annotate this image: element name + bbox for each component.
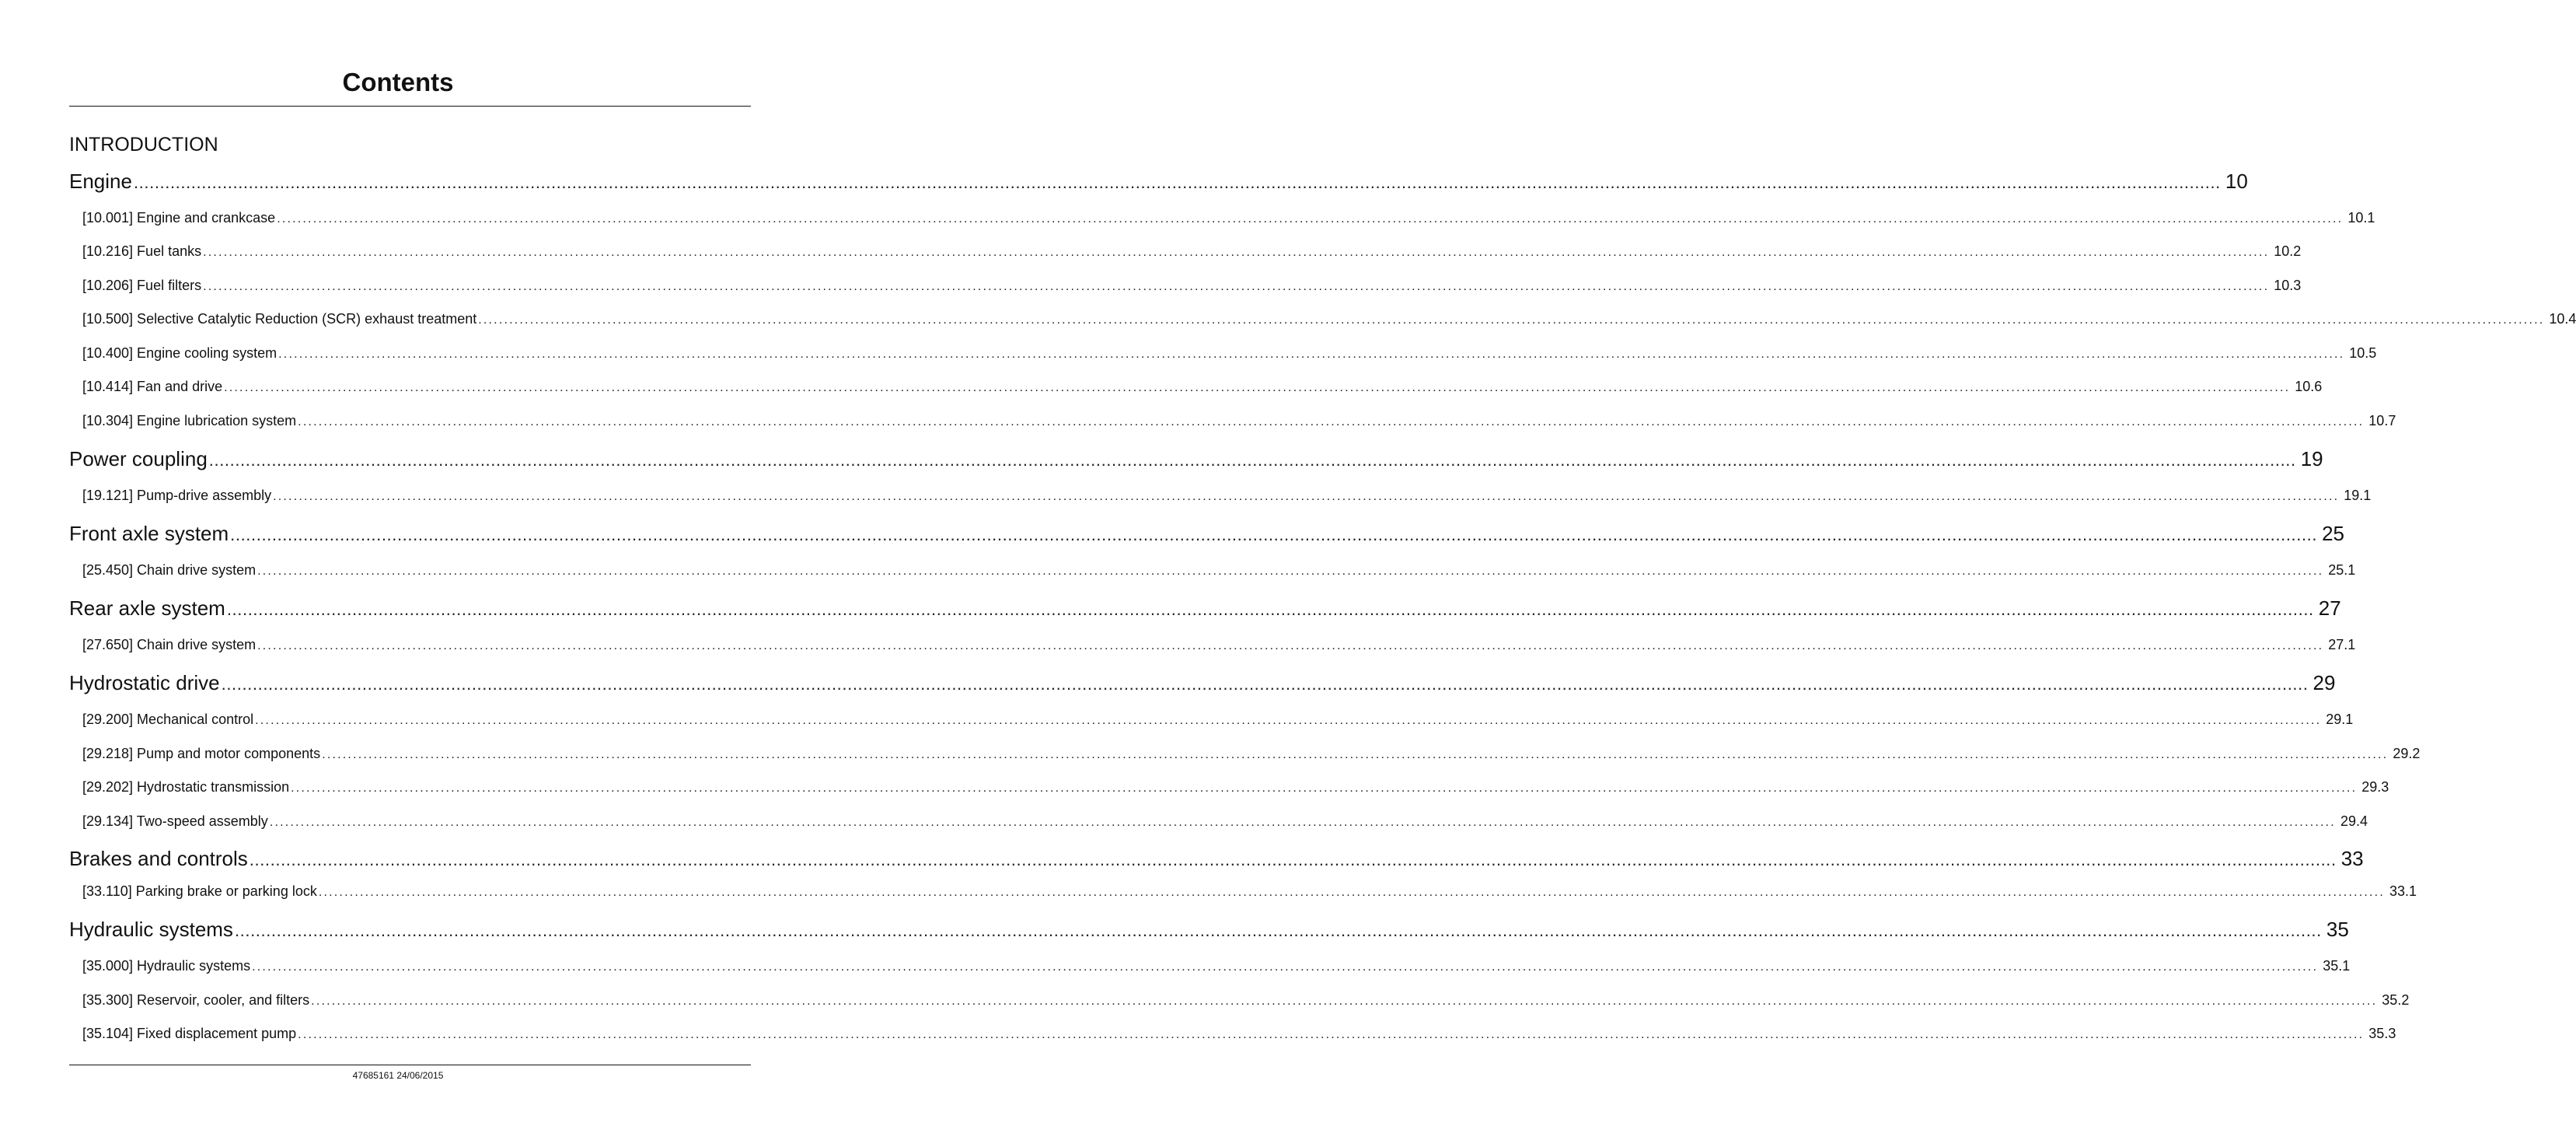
toc-entry-page-number: 35 xyxy=(2326,918,2349,941)
toc-entry-page-number: 10.7 xyxy=(2368,413,2396,428)
toc-entry-page-number: 10.4 xyxy=(2549,311,2576,327)
dot-leader: ................................................................................................................................................................................................................................................................................................................................................................................................................ xyxy=(298,1028,2365,1041)
dot-leader: ................................................................................................................................................................................................................................................................................................................................................................................................................ xyxy=(226,600,2314,619)
dot-leader: ................................................................................................................................................................................................................................................................................................................................................................................................................ xyxy=(311,995,2378,1008)
toc-section-entry[interactable] xyxy=(82,882,2417,900)
dot-leader: ................................................................................................................................................................................................................................................................................................................................................................................................................ xyxy=(234,921,2322,940)
toc-entry-label: [29.218] Pump and motor components xyxy=(82,746,321,761)
toc-entry-page-number: 29.1 xyxy=(2326,712,2354,727)
toc-entry-page-number: 25 xyxy=(2322,522,2345,545)
toc-entry-page-number: 19.1 xyxy=(2344,488,2372,503)
dot-leader: ................................................................................................................................................................................................................................................................................................................................................................................................................ xyxy=(203,246,2270,259)
toc-entry-label: [35.000] Hydraulic systems xyxy=(82,958,251,974)
toc-entry-label: Brakes and controls xyxy=(69,847,248,870)
toc-section-entry[interactable] xyxy=(82,486,2372,505)
toc-entry-page-number: 35.1 xyxy=(2323,958,2351,974)
toc-entry-page-number: 10.2 xyxy=(2274,243,2302,259)
dot-leader: ................................................................................................................................................................................................................................................................................................................................................................................................................ xyxy=(221,674,2309,694)
toc-entry-page-number: 19 xyxy=(2300,447,2323,470)
toc-section-entry[interactable] xyxy=(82,812,2368,831)
toc-entry-page-number: 33.1 xyxy=(2389,883,2417,899)
toc-section-entry[interactable] xyxy=(82,956,2351,975)
dot-leader: ................................................................................................................................................................................................................................................................................................................................................................................................................ xyxy=(273,490,2340,503)
dot-leader: ................................................................................................................................................................................................................................................................................................................................................................................................................ xyxy=(277,212,2344,226)
toc-entry-label: Engine xyxy=(69,170,132,193)
toc-section-entry[interactable] xyxy=(82,635,2356,654)
dot-leader: ................................................................................................................................................................................................................................................................................................................................................................................................................ xyxy=(252,960,2319,974)
toc-section-entry[interactable] xyxy=(82,411,2396,430)
toc-entry-label: [33.110] Parking brake or parking lock xyxy=(82,883,317,899)
toc-chapter-entry[interactable] xyxy=(69,670,2336,696)
toc-entry-label: [29.202] Hydrostatic transmission xyxy=(82,779,290,795)
toc-entry-label: [25.450] Chain drive system xyxy=(82,562,257,578)
toc-section-entry[interactable] xyxy=(82,744,2421,763)
dot-leader: ................................................................................................................................................................................................................................................................................................................................................................................................................ xyxy=(203,280,2270,293)
toc-chapter-entry[interactable] xyxy=(69,595,2341,621)
toc-entry-page-number: 29.2 xyxy=(2393,746,2421,761)
toc-entry-label: Hydrostatic drive xyxy=(69,671,220,694)
toc-entry-page-number: 29.4 xyxy=(2340,813,2368,829)
toc-entry-label: Hydraulic systems xyxy=(69,918,233,941)
dot-leader: ................................................................................................................................................................................................................................................................................................................................................................................................................ xyxy=(318,886,2385,899)
toc-entry-page-number: 27.1 xyxy=(2328,637,2356,652)
dot-leader: ................................................................................................................................................................................................................................................................................................................................................................................................................ xyxy=(478,313,2545,327)
toc-entry-label: [29.200] Mechanical control xyxy=(82,712,254,727)
toc-entry-page-number: 10.5 xyxy=(2349,345,2377,361)
toc-chapter-entry[interactable] xyxy=(69,916,2349,942)
toc-entry-page-number: 10.3 xyxy=(2274,278,2302,293)
toc-entry-label: [27.650] Chain drive system xyxy=(82,637,257,652)
toc-entry-label: [10.216] Fuel tanks xyxy=(82,243,202,259)
toc-entry-label: [35.300] Reservoir, cooler, and filters xyxy=(82,992,310,1008)
toc-entry-label: [35.104] Fixed displacement pump xyxy=(82,1026,297,1041)
toc-entry-label: Power coupling xyxy=(69,447,208,470)
toc-section-entry[interactable] xyxy=(82,377,2323,396)
dot-leader: ................................................................................................................................................................................................................................................................................................................................................................................................................ xyxy=(230,525,2318,544)
toc-entry-label: Front axle system xyxy=(69,522,229,545)
toc-entry-label: [10.414] Fan and drive xyxy=(82,379,223,394)
toc-entry-page-number: 10.6 xyxy=(2295,379,2323,394)
toc-entry-label: [29.134] Two-speed assembly xyxy=(82,813,268,829)
toc-section-entry[interactable] xyxy=(82,1024,2396,1043)
toc-section-entry[interactable] xyxy=(82,344,2377,362)
toc-section-entry[interactable] xyxy=(82,309,2576,328)
toc-entry-label: [19.121] Pump-drive assembly xyxy=(82,488,272,503)
dot-leader: ................................................................................................................................................................................................................................................................................................................................................................................................................ xyxy=(224,381,2291,394)
page-title: Contents xyxy=(342,68,454,96)
dot-leader: ................................................................................................................................................................................................................................................................................................................................................................................................................ xyxy=(208,450,2296,470)
toc-entry-page-number: 33 xyxy=(2340,847,2364,870)
toc-entry-page-number: 35.3 xyxy=(2368,1026,2396,1041)
dot-leader: ................................................................................................................................................................................................................................................................................................................................................................................................................ xyxy=(255,714,2322,727)
toc-entry-label: [10.206] Fuel filters xyxy=(82,278,202,293)
toc-section-entry[interactable] xyxy=(82,208,2375,227)
toc-chapter-entry[interactable] xyxy=(69,845,2364,872)
dot-leader: ................................................................................................................................................................................................................................................................................................................................................................................................................ xyxy=(291,782,2358,795)
dot-leader: ................................................................................................................................................................................................................................................................................................................................................................................................................ xyxy=(257,639,2324,652)
toc-chapter-entry[interactable] xyxy=(69,446,2323,472)
dot-leader: ................................................................................................................................................................................................................................................................................................................................................................................................................ xyxy=(257,565,2324,578)
toc-entry-page-number: 35.2 xyxy=(2382,992,2410,1008)
toc-section-entry[interactable] xyxy=(82,778,2389,796)
dot-leader: ................................................................................................................................................................................................................................................................................................................................................................................................................ xyxy=(269,816,2336,829)
toc-entry-label: [10.400] Engine cooling system xyxy=(82,345,277,361)
introduction-heading[interactable]: INTRODUCTION xyxy=(69,134,218,156)
toc-section-entry[interactable] xyxy=(82,561,2356,579)
dot-leader: ................................................................................................................................................................................................................................................................................................................................................................................................................ xyxy=(133,173,2221,192)
footer-document-id: 47685161 24/06/2015 xyxy=(352,1070,444,1081)
toc-chapter-entry[interactable] xyxy=(69,520,2345,547)
toc-entry-page-number: 29 xyxy=(2312,671,2336,694)
toc-entry-page-number: 10 xyxy=(2225,170,2248,193)
dot-leader: ................................................................................................................................................................................................................................................................................................................................................................................................................ xyxy=(298,415,2365,428)
toc-section-entry[interactable] xyxy=(82,710,2354,729)
toc-section-entry[interactable] xyxy=(82,276,2302,295)
toc-entry-page-number: 25.1 xyxy=(2328,562,2356,578)
toc-entry-page-number: 10.1 xyxy=(2347,210,2375,226)
toc-entry-label: [10.001] Engine and crankcase xyxy=(82,210,276,226)
toc-section-entry[interactable] xyxy=(82,242,2302,261)
dot-leader: ................................................................................................................................................................................................................................................................................................................................................................................................................ xyxy=(278,348,2345,361)
toc-chapter-entry[interactable] xyxy=(69,168,2248,194)
toc-entry-label: Rear axle system xyxy=(69,596,225,620)
toc-entry-label: [10.304] Engine lubrication system xyxy=(82,413,297,428)
toc-entry-page-number: 29.3 xyxy=(2361,779,2389,795)
dot-leader: ................................................................................................................................................................................................................................................................................................................................................................................................................ xyxy=(322,748,2389,761)
toc-entry-page-number: 27 xyxy=(2318,596,2341,620)
toc-section-entry[interactable] xyxy=(82,991,2410,1009)
toc-entry-label: [10.500] Selective Catalytic Reduction (SCR) exhaust treatment xyxy=(82,311,477,327)
dot-leader: ................................................................................................................................................................................................................................................................................................................................................................................................................ xyxy=(249,850,2337,869)
